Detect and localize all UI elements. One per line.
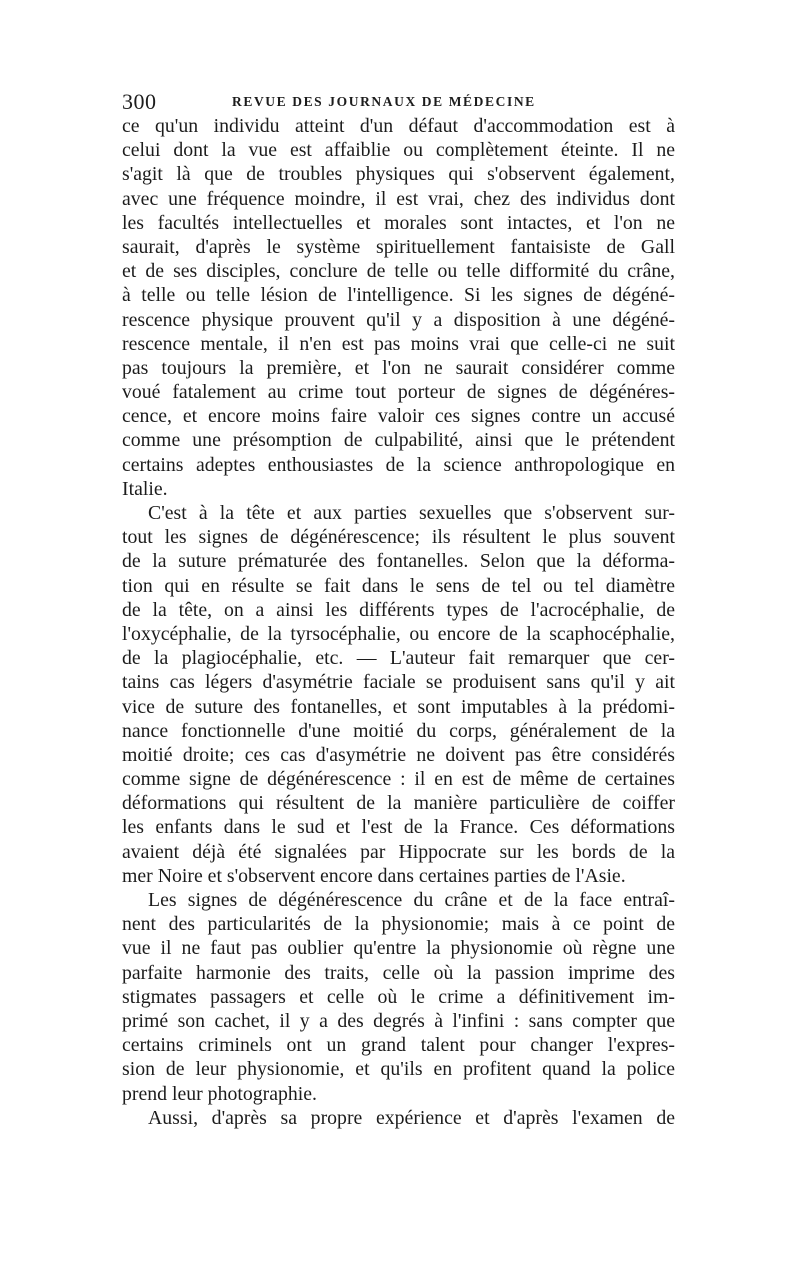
text-line: celui dont la vue est affaiblie ou complètement éteinte. Il ne	[122, 139, 675, 162]
paragraph-start-line: Les signes de dégénérescence du crâne et de la face entraî-	[148, 889, 675, 911]
text-line: les facultés intellectuelles et morales sont intactes, et l'on ne	[122, 211, 675, 234]
text-line: voué fatalement au crime tout porteur de signes de dégénéres-	[122, 381, 675, 404]
text-line: tout les signes de dégénérescence; ils résultent le plus souvent	[122, 526, 675, 549]
text-line: primé son cachet, il y a des degrés à l'infini : sans compter que	[122, 1009, 675, 1032]
text-line: moitié droite; ces cas d'asymétrie ne doivent pas être considérés	[122, 743, 675, 766]
paragraph-start-line: Aussi, d'après sa propre expérience et d'après l'examen de	[148, 1106, 675, 1129]
text-line: de la tête, on a ainsi les différents types de l'acrocéphalie, de	[122, 598, 675, 621]
text-line: avec une fréquence moindre, il est vrai, chez des individus dont	[122, 187, 675, 210]
text-line: les enfants dans le sud et l'est de la France. Ces déformations	[122, 816, 675, 839]
paragraph-end-line: prend leur photographie.	[122, 1082, 318, 1105]
text-line: sion de leur physionomie, et qu'ils en profitent quand la police	[122, 1058, 675, 1081]
text-line: ce qu'un individu atteint d'un défaut d'accommodation est à	[122, 115, 675, 137]
page-number: 300	[122, 89, 157, 114]
text-line: nent des particularités de la physionomie; mais à ce point de	[122, 913, 675, 936]
text-line: vue il ne faut pas oublier qu'entre la physionomie où règne une	[122, 937, 675, 960]
text-line: de la plagiocéphalie, etc. — L'auteur fait remarquer que cer-	[122, 647, 675, 670]
paragraph-start-line: C'est à la tête et aux parties sexuelles que s'observent sur-	[148, 502, 675, 524]
text-line: et de ses disciples, conclure de telle ou telle difformité du crâne,	[122, 260, 675, 283]
paragraph-end-line: Italie.	[122, 477, 168, 500]
text-line: certains adeptes enthousiastes de la science anthropologique en	[122, 453, 675, 476]
page-header	[122, 88, 682, 116]
text-line: l'oxycéphalie, de la tyrsocéphalie, ou encore de la scaphocéphalie,	[122, 622, 675, 645]
body-text	[122, 114, 675, 1130]
text-line: pas toujours la première, et l'on ne saurait considérer comme	[122, 356, 675, 379]
text-line: parfaite harmonie des traits, celle où la passion imprime des	[122, 961, 675, 984]
text-line: de la suture prématurée des fontanelles. Selon que la déforma-	[122, 550, 675, 573]
text-line: certains criminels ont un grand talent pour changer l'expres-	[122, 1034, 675, 1057]
text-line: stigmates passagers et celle où le crime a définitivement im-	[122, 985, 675, 1008]
text-line: comme signe de dégénérescence : il en est de même de certaines	[122, 768, 675, 791]
text-line: cence, et encore moins faire valoir ces signes contre un accusé	[122, 405, 675, 428]
text-line: vice de suture des fontanelles, et sont imputables à la prédomi-	[122, 695, 675, 718]
text-line: saurait, d'après le système spirituellement fantaisiste de Gall	[122, 235, 675, 258]
text-line: à telle ou telle lésion de l'intelligence. Si les signes de dégéné-	[122, 284, 675, 307]
text-line: s'agit là que de troubles physiques qui s'observent également,	[122, 163, 675, 186]
text-line: tains cas légers d'asymétrie faciale se produisent sans qu'il y ait	[122, 671, 675, 694]
text-line: nance fonctionnelle d'une moitié du corps, généralement de la	[122, 719, 675, 742]
text-line: rescence physique prouvent qu'il y a disposition à une dégéné-	[122, 308, 675, 331]
text-line: déformations qui résultent de la manière particulière de coiffer	[122, 792, 675, 815]
text-line: tion qui en résulte se fait dans le sens de tel ou tel diamètre	[122, 574, 675, 597]
text-line: avaient déjà été signalées par Hippocrate sur les bords de la	[122, 840, 675, 863]
paragraph-end-line: mer Noire et s'observent encore dans certaines parties de l'Asie.	[122, 864, 626, 887]
running-title: REVUE DES JOURNAUX DE MÉDECINE	[232, 94, 536, 109]
text-line: comme une présomption de culpabilité, ainsi que le prétendent	[122, 429, 675, 452]
text-line: rescence mentale, il n'en est pas moins vrai que celle-ci ne suit	[122, 332, 675, 355]
